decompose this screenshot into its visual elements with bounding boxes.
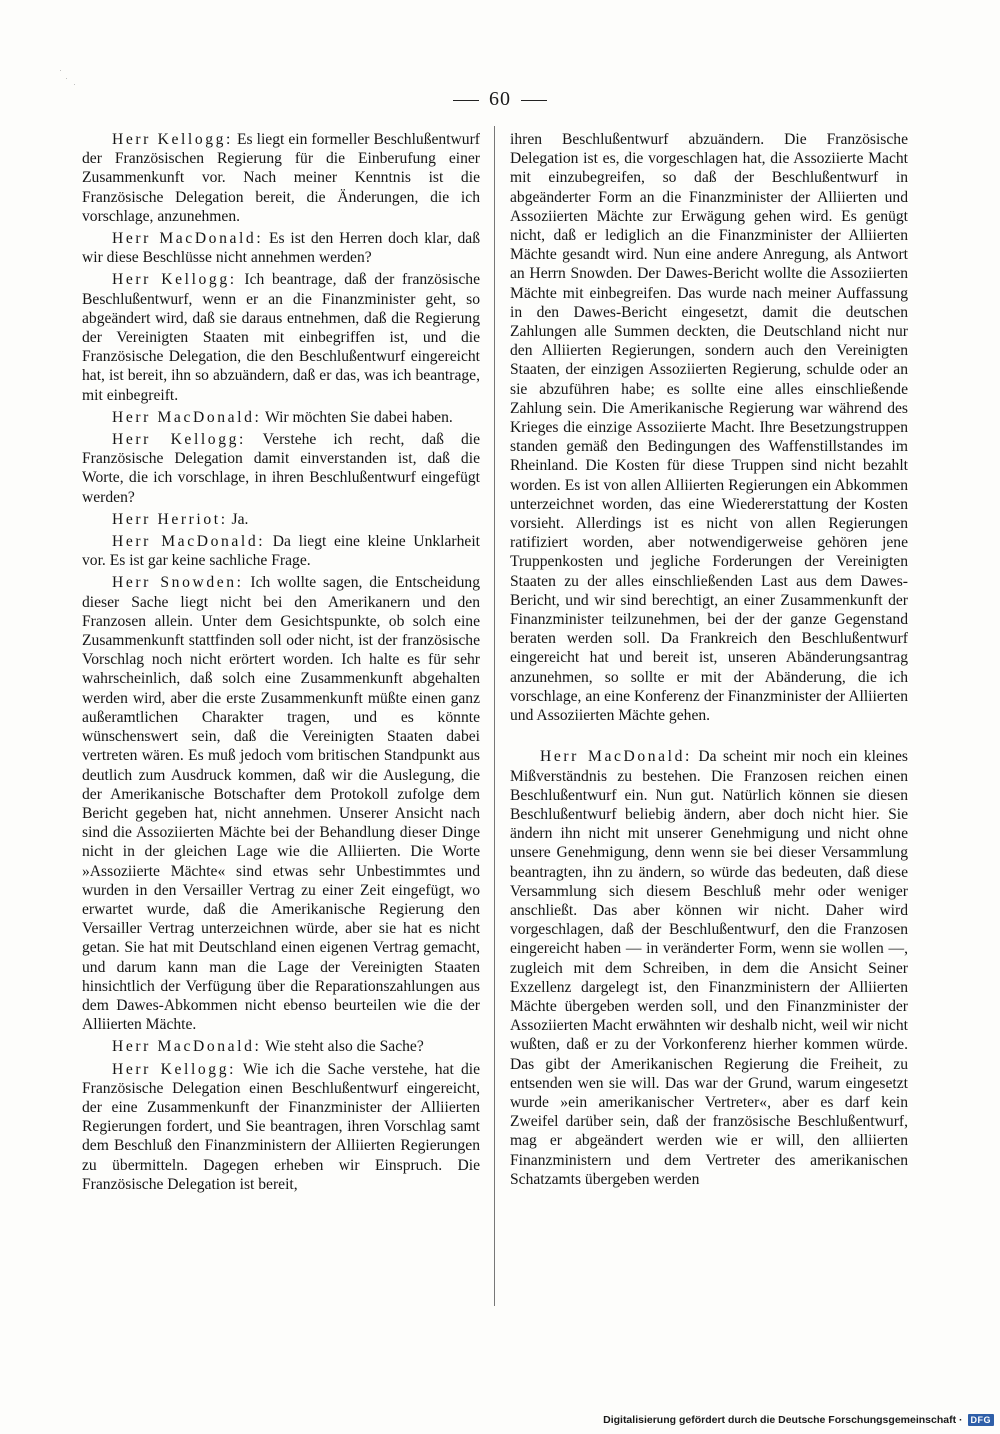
speaker-name: Herr Kellogg:: [112, 1060, 237, 1078]
paragraph: [82, 573, 480, 1034]
scan-speck: [60, 70, 61, 71]
dash-right: [521, 100, 547, 101]
paragraph-text: Ich beantrage, daß der französische Beschlußentwurf, wenn er an die Finanzminister geht, so abgeändert wird, daß sie daraus entnehmen, daß die Regierung der Vereinigten Staaten mit einbegriffen ist, und die Französische Delegation, die den Beschlußentwurf eingereicht hat, ist bereit, ihn so abzuändern, daß er das, was ich beantrage, mit einbegreift.: [82, 271, 480, 404]
paragraph: [82, 1037, 480, 1056]
paragraph: [510, 747, 908, 1189]
paragraph: [82, 270, 480, 404]
speaker-name: Herr MacDonald:: [112, 533, 266, 551]
paragraph-text: Da scheint mir noch ein kleines Mißverständnis zu bestehen. Die Franzosen reichen einen Beschlußentwurf ein. Nun gut. Natürlich können sie diesen Beschlußentwurf beliebig ändern, aber doch nicht hier. Sie ändern ihn nicht mit unserer Genehmigung und nicht ohne unsere Genehmigung, denn wenn sie bei dieser Versammlung beantragten, ihn zu ändern, so würde das bedeuten, daß diese Versammlung sich diesem Beschluß mehr oder weniger anschließt. Das aber können wir nicht. Daher wird vorgeschlagen, daß der Beschlußentwurf, den die Franzosen eingereicht haben — in veränderter Form, wenn sie wollen —, zugleich mit dem Schreiben, in dem die Ansicht Seiner Exzellenz dargelegt ist, den Finanzministern der Alliierten Mächte übergeben werden soll, und den Finanzminister der Assoziierten Macht erwähnten wir deshalb nicht, weil wir nicht wußten, daß er zu der Vorkonferenz hierher kommen würde. Das gibt der Amerikanischen Regierung die Freiheit, zu entsenden wen sie will. Das war der Grund, warum eingesetzt wurde »ein amerikanischer Vertreter«, aber es darf kein Zweifel darüber sein, daß der französische Beschlußentwurf, mag er abgeändert werden wie er will, den alliierten Finanzministern und dem Vertreter des amerikanischen Schatzamts übergeben werden: [510, 748, 908, 1188]
paragraph-text: Es liegt ein formeller Beschlußentwurf der Französischen Regierung für die Einberufung einer Zusammenkunft vor. Nach meiner Kenntnis ist die Französische Delegation bereit, die Änderungen, die ich vorschlage, anzunehmen.: [82, 131, 480, 225]
dfg-logo-icon: DFG: [968, 1414, 995, 1426]
paragraph: [82, 130, 480, 226]
paragraph-text: Ich wollte sagen, die Entscheidung dieser Sache liegt nicht bei den Amerikanern und den Franzosen allein. Unter dem Gesichtspunkte, ob solch eine Zusammenkunft stattfinden soll oder nicht, ist der französische Vorschlag noch nicht erörtert worden. Ich halte es für sehr wahrscheinlich, daß solch eine Zusammenkunft abgehalten werden wird, aber die erste Zusammenkunft müßte einen ganz außeramtlichen Charakter tragen, und es könnte wünschenswert sein, daß die Vereinigten Staaten dabei vertreten wären. Es muß jedoch vom britischen Standpunkt aus deutlich zum Ausdruck kommen, daß wir die Auslegung, die der Amerikanische Botschafter dem Protokoll zufolge dem Bericht gegeben hat, nicht annehmen. Unserer Ansicht nach sind die Assoziierten Mächte bei der Behandlung dieser Dinge nicht in der gleichen Lage wie die Alliierten. Die Worte »Assoziierte Mächte« sind etwas sehr Unbestimmtes und wurden in den Versailler Vertrag zu einer Zeit eingefügt, wo erwartet wurde, daß die Amerikanische Regierung den Versailler Vertrag unterzeichnen würde, aber sie hat es nicht getan. Sie hat mit Deutschland einen eigenen Vertrag gemacht, und darum kann man die Lage der Vereinigten Staaten hinsichtlich der Verfügung über die Reparationszahlungen aus dem Dawes-Abkommen nicht ebenso beurteilen wie die der Alliierten Mächte.: [82, 574, 480, 1034]
paragraph: [82, 408, 480, 427]
paragraph: [82, 532, 480, 570]
page-number: [0, 88, 1000, 111]
paragraph-text: ihren Beschlußentwurf abzuändern. Die Französische Delegation ist es, die vorgeschlagen hat, die Assoziierte Macht mit einzubegreifen, so daß der Beschlußentwurf in abgeänderter Form an die Finanzminister der Alliierten und Assoziierten Mächte zur Erwägung gehen wird. Es genügt nicht, daß er lediglich an die Finanzminister der Alliierten Mächte gesandt wird. Nun eine andere Anregung, als Antwort an Herrn Snowden. Der Dawes-Bericht wollte die Assoziierten Mächte mit einbegreifen. Das wurde nach meiner Auffassung in den Dawes-Bericht eingesetzt, damit die deutschen Zahlungen alle Summen deckten, die Deutschland nicht nur den Alliierten Regierungen, sondern auch den Vereinigten Staaten, der einzigen Assoziierten Regierung, schulde oder an sie abzuführen habe; es sollte eine alles einschließende Zahlung sein. Die Amerikanische Regierung war während des Krieges die einzige Assoziierte Macht. Ihre Besetzungstruppen standen gemäß den Bedingungen des Waffenstillstandes im Rheinland. Die Kosten für diese Truppen sind nicht bezahlt worden. Es ist von allen Alliierten Regierungen ein Abkommen unterzeichnet worden, das eine Wiedererstattung der Kosten vorsieht. Allerdings ist es nicht von allen Regierungen ratifiziert worden, aber notwendigerweise gehören jene Truppenkosten und jegliche Forderungen der Vereinigten Staaten zu der alles einschließenden Last aus dem Dawes-Bericht, und wir sind berechtigt, an einer Zusammenkunft der Finanzminister teilzunehmen, bei der der ganze Gegenstand beraten werden soll. Da Frankreich den Beschlußentwurf eingereicht hat und bereit ist, unseren Abänderungsantrag anzunehmen, so sollte er mit der Abänderung, die ich vorschlage, an eine Konferenz der Finanzminister der Alliierten und Assoziierten Mächte gehen.: [510, 131, 908, 725]
paragraph-text: Da liegt eine kleine Unklarheit vor. Es ist gar keine sachliche Frage.: [82, 533, 480, 570]
speaker-name: Herr MacDonald:: [112, 230, 264, 248]
paragraph-text: Wie steht also die Sache?: [261, 1038, 424, 1056]
paragraph: [82, 1060, 480, 1194]
speaker-name: Herr Herriot:: [112, 510, 228, 528]
page-number-text: 60: [489, 88, 511, 110]
speaker-name: Herr Kellogg:: [112, 271, 237, 289]
scan-speck: [66, 78, 67, 79]
right-column: [510, 130, 908, 1192]
speaker-name: Herr Kellogg:: [112, 431, 246, 449]
column-divider: [494, 126, 495, 1306]
paragraph-text: Verstehe ich recht, daß die Französische Delegation damit einverstanden ist, daß die Worte, die ich vorschlage, in ihren Beschlußentwurf eingefügt werden?: [82, 431, 480, 506]
scan-speck: [74, 84, 75, 85]
digitization-footer: [603, 1414, 994, 1426]
speaker-name: Herr Snowden:: [112, 574, 244, 592]
paragraph-text: Wir möchten Sie dabei haben.: [261, 408, 453, 426]
paragraph: [82, 510, 480, 529]
paragraph-text: Ja.: [227, 510, 249, 528]
speaker-name: Herr MacDonald:: [112, 1038, 262, 1056]
paragraph-continuation: [510, 130, 908, 725]
dash-left: [453, 100, 479, 101]
paragraph: [82, 430, 480, 507]
speaker-name: Herr MacDonald:: [540, 748, 692, 766]
left-column: [82, 130, 480, 1197]
paragraph-text: Wie ich die Sache verstehe, hat die Französische Delegation einen Beschlußentwurf eingereicht, der eine Zusammenkunft der Finanzminister der Alliierten Regierungen fordert, und Sie beantragen, ihren Vorschlag samt dem Beschluß den Finanzministern der Alliierten Regierungen zu übermitteln. Dagegen erheben wir Einspruch. Die Französische Delegation ist bereit,: [82, 1060, 480, 1193]
speaker-name: Herr Kellogg:: [112, 131, 233, 148]
footer-text: Digitalisierung gefördert durch die Deutsche Forschungsgemeinschaft ·: [603, 1414, 963, 1426]
speaker-name: Herr MacDonald:: [112, 408, 262, 426]
paragraph: [82, 229, 480, 267]
paragraph-text: Es ist den Herren doch klar, daß wir diese Beschlüsse nicht annehmen werden?: [82, 230, 480, 267]
